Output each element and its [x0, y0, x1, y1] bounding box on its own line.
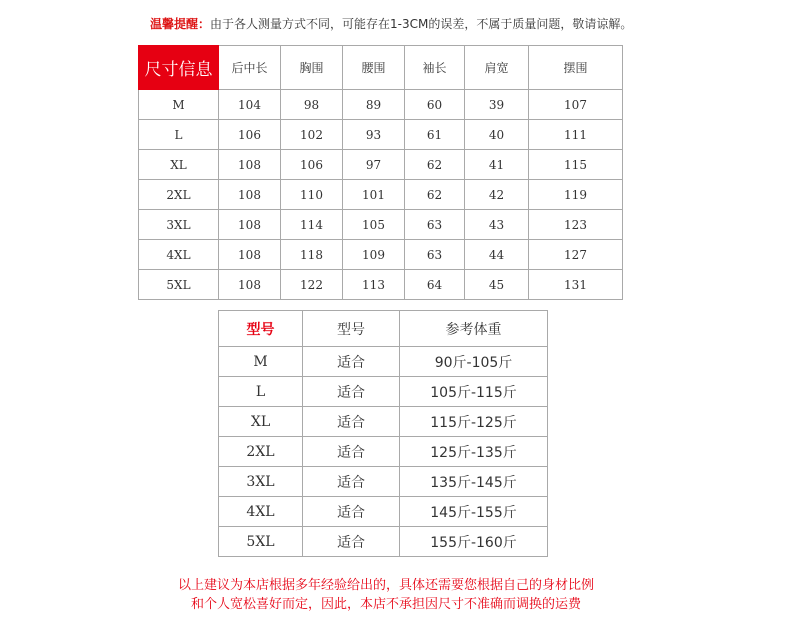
size-label: L — [219, 377, 303, 407]
weight-range: 115斤-125斤 — [400, 407, 548, 437]
table-cell: 62 — [405, 180, 465, 210]
size-label: 4XL — [139, 240, 219, 270]
table-cell: 107 — [529, 90, 623, 120]
table-cell: 108 — [219, 150, 281, 180]
column-header: 腰围 — [343, 46, 405, 90]
weight-range: 145斤-155斤 — [400, 497, 548, 527]
notice-text: 由于各人测量方式不同，可能存在1-3CM的误差，不属于质量问题，敬请谅解。 — [210, 17, 633, 31]
column-header: 型号 — [219, 311, 303, 347]
column-header: 摆围 — [529, 46, 623, 90]
table-cell: 106 — [219, 120, 281, 150]
table-cell: 44 — [465, 240, 529, 270]
table-cell: 111 — [529, 120, 623, 150]
table-cell: 106 — [281, 150, 343, 180]
table-cell: 110 — [281, 180, 343, 210]
fit-label: 适合 — [303, 347, 400, 377]
table-cell: 108 — [219, 240, 281, 270]
table-row — [139, 270, 623, 300]
table-row — [219, 497, 548, 527]
size-label: 2XL — [139, 180, 219, 210]
table-cell: 62 — [405, 150, 465, 180]
table-cell: 131 — [529, 270, 623, 300]
weight-range: 125斤-135斤 — [400, 437, 548, 467]
size-table-header-row — [139, 46, 623, 90]
table-cell: 41 — [465, 150, 529, 180]
table-cell: 127 — [529, 240, 623, 270]
column-header: 胸围 — [281, 46, 343, 90]
table-cell: 45 — [465, 270, 529, 300]
table-cell: 115 — [529, 150, 623, 180]
table-row — [219, 347, 548, 377]
table-cell: 123 — [529, 210, 623, 240]
table-cell: 102 — [281, 120, 343, 150]
size-label: M — [219, 347, 303, 377]
size-label: XL — [219, 407, 303, 437]
column-header: 后中长 — [219, 46, 281, 90]
fit-label: 适合 — [303, 407, 400, 437]
table-row — [219, 407, 548, 437]
table-cell: 61 — [405, 120, 465, 150]
size-label: 2XL — [219, 437, 303, 467]
footer-note-line-2: 和个人宽松喜好而定，因此，本店不承担因尺寸不准确而调换的运费 — [190, 597, 581, 612]
table-cell: 42 — [465, 180, 529, 210]
table-cell: 109 — [343, 240, 405, 270]
weight-range: 155斤-160斤 — [400, 527, 548, 557]
table-cell: 93 — [343, 120, 405, 150]
table-cell: 118 — [281, 240, 343, 270]
table-cell: 119 — [529, 180, 623, 210]
table-cell: 64 — [405, 270, 465, 300]
table-cell: 39 — [465, 90, 529, 120]
fit-label: 适合 — [303, 377, 400, 407]
fit-label: 适合 — [303, 437, 400, 467]
weight-range: 90斤-105斤 — [400, 347, 548, 377]
size-table-title: 尺寸信息 — [139, 46, 219, 90]
table-row — [139, 240, 623, 270]
table-cell: 63 — [405, 240, 465, 270]
table-cell: 108 — [219, 210, 281, 240]
table-row — [139, 150, 623, 180]
table-cell: 98 — [281, 90, 343, 120]
table-row — [139, 210, 623, 240]
weight-table-header-row — [219, 311, 548, 347]
table-cell: 122 — [281, 270, 343, 300]
table-row — [139, 90, 623, 120]
weight-range: 105斤-115斤 — [400, 377, 548, 407]
table-row — [219, 377, 548, 407]
table-row — [139, 120, 623, 150]
column-header: 肩宽 — [465, 46, 529, 90]
table-cell: 89 — [343, 90, 405, 120]
size-label: 3XL — [139, 210, 219, 240]
table-cell: 108 — [219, 180, 281, 210]
weight-reference-table — [218, 310, 548, 557]
table-cell: 40 — [465, 120, 529, 150]
table-row — [139, 180, 623, 210]
size-label: 4XL — [219, 497, 303, 527]
fit-label: 适合 — [303, 497, 400, 527]
notice-label: 温馨提醒： — [150, 17, 211, 31]
size-label: L — [139, 120, 219, 150]
footer-note-line-1: 以上建议为本店根据多年经验给出的，具体还需要您根据自己的身材比例 — [177, 578, 594, 593]
table-cell: 101 — [343, 180, 405, 210]
table-cell: 97 — [343, 150, 405, 180]
table-row — [219, 527, 548, 557]
size-label: XL — [139, 150, 219, 180]
notice — [150, 15, 632, 32]
fit-label: 适合 — [303, 467, 400, 497]
fit-label: 适合 — [303, 527, 400, 557]
weight-range: 135斤-145斤 — [400, 467, 548, 497]
column-header: 参考体重 — [400, 311, 548, 347]
table-cell: 113 — [343, 270, 405, 300]
column-header: 袖长 — [405, 46, 465, 90]
size-info-table — [138, 45, 623, 300]
table-cell: 108 — [219, 270, 281, 300]
size-label: 5XL — [219, 527, 303, 557]
size-label: 3XL — [219, 467, 303, 497]
table-cell: 63 — [405, 210, 465, 240]
table-cell: 43 — [465, 210, 529, 240]
table-cell: 114 — [281, 210, 343, 240]
table-cell: 104 — [219, 90, 281, 120]
table-row — [219, 437, 548, 467]
table-cell: 105 — [343, 210, 405, 240]
table-row — [219, 467, 548, 497]
size-label: M — [139, 90, 219, 120]
size-label: 5XL — [139, 270, 219, 300]
column-header: 型号 — [303, 311, 400, 347]
table-cell: 60 — [405, 90, 465, 120]
